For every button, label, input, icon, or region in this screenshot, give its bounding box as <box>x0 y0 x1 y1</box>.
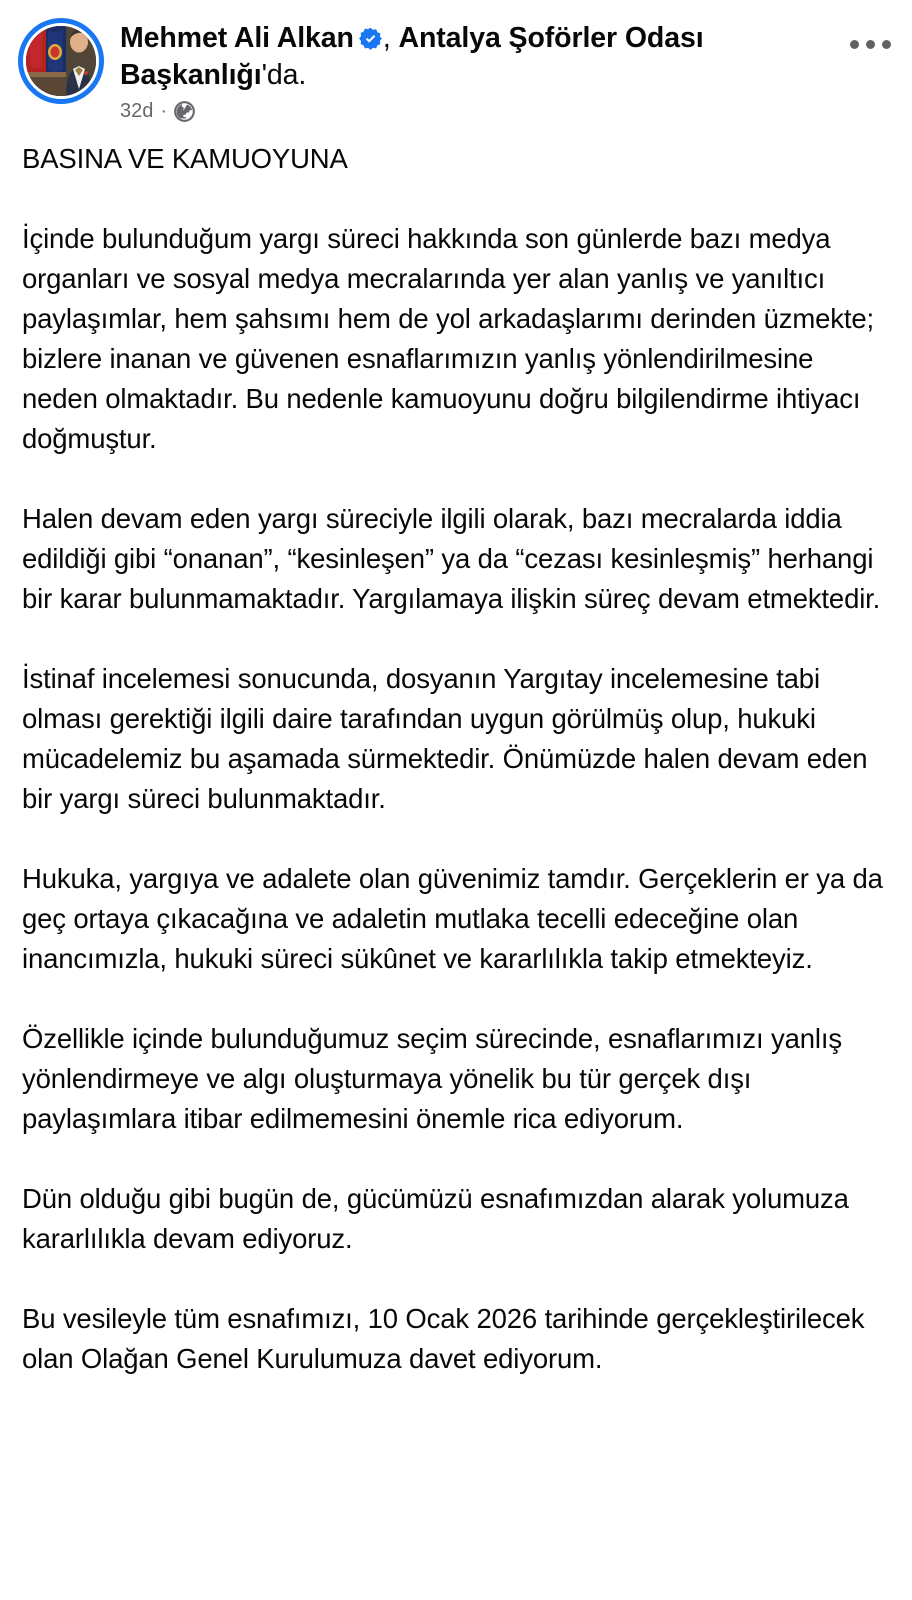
post-meta <box>120 99 824 123</box>
post-timestamp[interactable]: 32d <box>120 100 154 122</box>
globe-public-icon[interactable] <box>174 101 195 122</box>
post-heading: BASINA VE KAMUOYUNA <box>22 143 348 174</box>
paragraph-gap <box>22 459 890 499</box>
post-paragraph-6: Dün olduğu gibi bugün de, gücümüzü esnafımızdan alarak yolumuza kararlılıkla devam ediyoruz. <box>22 1183 857 1254</box>
post-paragraph-3: İstinaf incelemesi sonucunda, dosyanın Yargıtay incelemesine tabi olması gerektiği ilgili daire tarafından uygun görülmüş olup, hukuki mücadelemiz bu aşamada sürmektedir. Önümüzde halen devam eden bir yargı süreci bulunmaktadır. <box>22 663 875 814</box>
ellipsis-dot-3 <box>882 40 891 49</box>
paragraph-gap <box>22 1259 890 1299</box>
post-header-text <box>120 18 894 123</box>
paragraph-gap <box>22 979 890 1019</box>
post-paragraph-4: Hukuka, yargıya ve adalete olan güvenimiz tamdır. Gerçeklerin er ya da geç ortaya çıkacağına ve adaletin mutlaka tecelli edeceğine olan inancımızla, hukuki süreci sükûnet ve kararlılıkla takip etmekteyiz. <box>22 863 891 974</box>
name-separator: , <box>382 22 399 54</box>
page-name[interactable]: Antalya Şoförler Odası Başkanlığı <box>120 22 704 91</box>
post-paragraph-7: Bu vesileyle tüm esnafımızı, 10 Ocak 2026 tarihinde gerçekleştirilecek olan Olağan Genel Kurulumuza davet ediyorum. <box>22 1303 872 1374</box>
post-paragraph-2: Halen devam eden yargı süreciyle ilgili olarak, bazı mecralarda iddia edildiği gibi “onanan”, “kesinleşen” ya da “cezası kesinleşmiş” herhangi bir karar bulunmamaktadır. Yargılamaya ilişkin süreç devam etmektedir. <box>22 503 881 614</box>
page-name-suffix: 'da. <box>261 59 307 91</box>
avatar-image <box>26 26 96 96</box>
author-name[interactable]: Mehmet Ali Alkan <box>120 22 354 54</box>
ellipsis-dot-1 <box>850 40 859 49</box>
paragraph-gap <box>22 619 890 659</box>
paragraph-gap <box>22 1139 890 1179</box>
paragraph-gap <box>22 819 890 859</box>
avatar[interactable] <box>18 18 104 104</box>
post-body <box>0 123 912 1379</box>
post-more-options-button[interactable] <box>844 22 896 66</box>
ellipsis-dot-2 <box>866 40 875 49</box>
post-title-line <box>120 20 824 94</box>
post-paragraph-5: Özellikle içinde bulunduğumuz seçim sürecinde, esnaflarımızı yanlış yönlendirmeye ve algı oluşturmaya yönelik bu tür gerçek dışı paylaşımlara itibar edilmemesini önemle rica ediyorum. <box>22 1023 850 1134</box>
paragraph-gap <box>22 179 890 219</box>
verified-badge-icon <box>359 27 382 50</box>
meta-separator: · <box>160 100 168 122</box>
post-header <box>0 0 912 123</box>
post-paragraph-1: İçinde bulunduğum yargı süreci hakkında son günlerde bazı medya organları ve sosyal medya mecralarında yer alan yanlış ve yanıltıcı paylaşımlar, hem şahsımı hem de yol arkadaşlarımı derinden üzmekte; bizlere inanan ve güvenen esnaflarımızın yanlış yönlendirilmesine neden olmaktadır. Bu nedenle kamuoyunu doğru bilgilendirme ihtiyacı doğmuştur. <box>22 223 882 454</box>
